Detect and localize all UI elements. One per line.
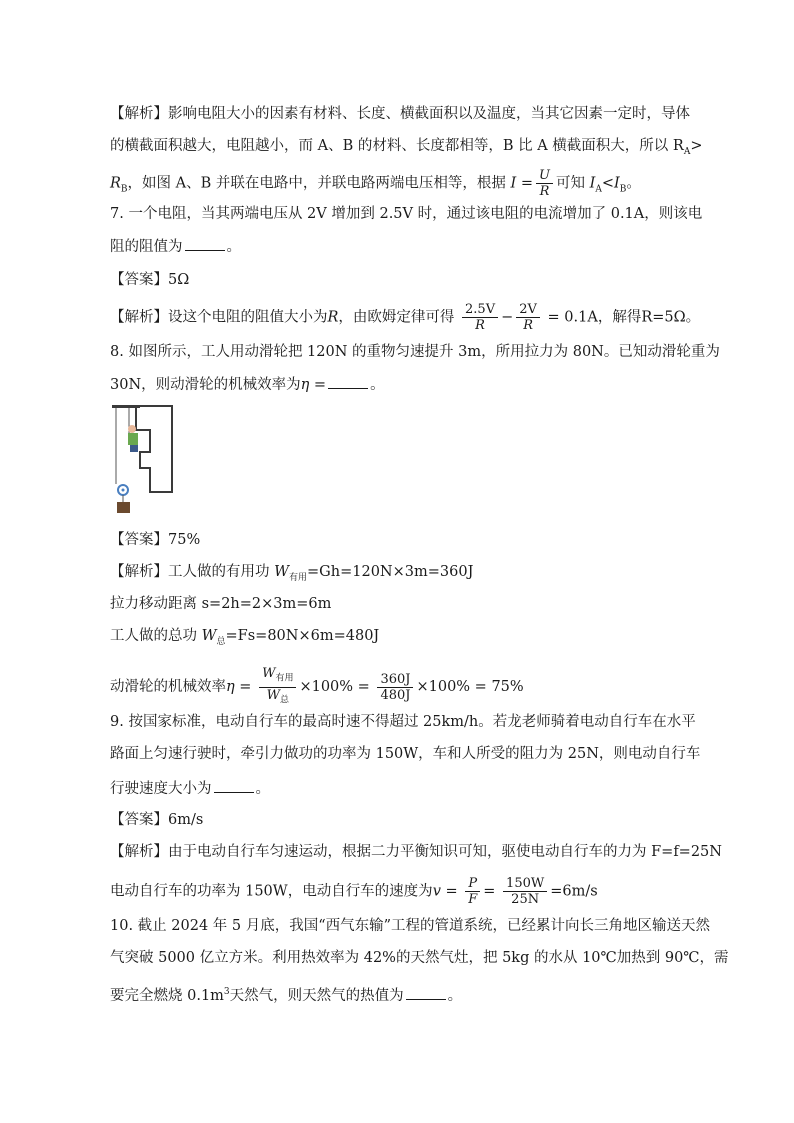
- analysis-6-line-3: [110, 168, 641, 199]
- denominator: 480J: [380, 687, 411, 703]
- fraction-w-useful-over-w-total: [259, 666, 296, 708]
- question-text: 阻的阻值为: [110, 239, 183, 255]
- answer-blank: [185, 236, 225, 251]
- platform-frame: [136, 406, 172, 492]
- subscript: 总: [279, 695, 289, 706]
- fraction-2v-over-r: [516, 302, 540, 333]
- answer-blank: [328, 374, 368, 389]
- equation: =Gh=120N×3m=360J: [307, 564, 474, 580]
- numerator: 2V: [516, 302, 540, 318]
- denominator: 25N: [511, 892, 540, 907]
- analysis-text: 动滑轮的机械效率: [110, 679, 226, 696]
- question-7-line-1: [110, 204, 702, 224]
- symbol-eta: η =: [226, 679, 252, 696]
- fraction-150w-over-25n: [503, 876, 547, 907]
- analysis-text: ，如图 A、B 并联在电路中，并联电路两端电压相等，根据: [127, 175, 506, 192]
- question-8-analysis-2: [110, 594, 331, 614]
- symbol-i: I: [589, 175, 596, 192]
- question-text: 行驶速度大小为: [110, 781, 212, 797]
- symbol-r: R: [327, 309, 339, 326]
- analysis-text: 的横截面积越大，电阻越小，而 A、B 的材料、长度都相等，B 比 A 横截面积大，所以 R: [110, 138, 684, 154]
- pulley-axle: [122, 489, 125, 492]
- fraction-360-over-480: [377, 672, 413, 703]
- analysis-tag: 【解析】: [110, 309, 168, 326]
- question-9-analysis-2: [110, 876, 598, 907]
- numerator: 150W: [503, 876, 547, 892]
- question-text: 10. 截止 2024 年 5 月底，我国“西气东输”工程的管道系统，已经累计向长三角地区输送天然: [110, 918, 711, 934]
- fraction-u-over-r: [536, 168, 553, 199]
- question-9-analysis-1: [110, 842, 722, 862]
- subscript: A: [683, 146, 691, 157]
- punctuation: 。: [447, 987, 463, 1004]
- question-9-line-3: [110, 778, 270, 799]
- answer-blank: [214, 778, 254, 793]
- analysis-text: ，由欧姆定律可得: [338, 309, 455, 326]
- subscript: 有用: [289, 572, 308, 583]
- answer-value: 75%: [168, 532, 201, 548]
- question-10-line-3: [110, 982, 462, 1006]
- question-8-line-1: [110, 342, 720, 362]
- question-9-answer: [110, 810, 203, 830]
- punctuation: 。: [255, 781, 270, 797]
- denominator: R: [475, 318, 485, 333]
- question-text: 要完全燃烧 0.1m: [110, 987, 224, 1004]
- answer-value: 6m/s: [168, 812, 204, 828]
- denominator: R: [523, 318, 533, 333]
- fraction-2-5v-over-r: [462, 302, 498, 333]
- equation: ×100% =: [299, 679, 370, 696]
- symbol-w: W: [274, 564, 290, 580]
- fraction-p-over-f: [465, 876, 480, 907]
- question-9-line-1: [110, 712, 696, 732]
- question-10-line-2: [110, 948, 729, 968]
- symbol-i: I: [613, 175, 620, 192]
- equation: 拉力移动距离 s=2h=2×3m=6m: [110, 596, 332, 612]
- question-8-answer: [110, 530, 200, 550]
- question-7-line-2: [110, 236, 241, 257]
- numerator: 360J: [377, 672, 413, 688]
- question-10-line-1: [110, 916, 710, 936]
- analysis-tag: 【解析】: [110, 106, 168, 122]
- symbol-w: W: [201, 628, 217, 644]
- superscript: 3: [223, 987, 230, 997]
- weight-block: [117, 502, 130, 513]
- question-8-analysis-1: [110, 562, 473, 588]
- punctuation: 。: [226, 239, 241, 255]
- analysis-tag: 【解析】: [110, 844, 168, 860]
- analysis-tag: 【解析】: [110, 564, 168, 580]
- analysis-text: 影响电阻大小的因素有材料、长度、横截面积以及温度，当其它因素一定时，导体: [168, 106, 690, 122]
- subscript: B: [619, 184, 627, 195]
- symbol-r: R: [110, 175, 121, 192]
- comparison-sign: >: [690, 138, 703, 154]
- numerator: U: [536, 168, 553, 184]
- question-9-line-2: [110, 744, 700, 764]
- minus-sign: −: [501, 309, 514, 326]
- punctuation: 。: [626, 175, 641, 192]
- analysis-text: 由于电动自行车匀速运动，根据二力平衡知识可知，驱使电动自行车的力为 F=f=25N: [168, 844, 722, 860]
- analysis-text: 工人做的有用功: [168, 564, 270, 580]
- question-text: 7. 一个电阻，当其两端电压从 2V 增加到 2.5V 时，通过该电阻的电流增加了 0.1A，则该电: [110, 206, 703, 222]
- punctuation: 。: [370, 377, 385, 393]
- worker-legs: [130, 445, 138, 452]
- equation: ×100% = 75%: [416, 679, 524, 696]
- answer-tag: 【答案】: [110, 812, 168, 828]
- answer-tag: 【答案】: [110, 532, 168, 548]
- question-8-line-2: [110, 374, 385, 395]
- answer-blank: [406, 985, 446, 1000]
- analysis-text: 设这个电阻的阻值大小为: [168, 309, 328, 326]
- analysis-text: 可知: [555, 175, 585, 192]
- question-text: 路面上匀速行驶时，牵引力做功的功率为 150W，车和人所受的阻力为 25N，则电动自行车: [110, 746, 701, 762]
- denominator: F: [468, 892, 478, 907]
- question-text: 8. 如图所示，工人用动滑轮把 120N 的重物匀速提升 3m，所用拉力为 80N。已知动滑轮重为: [110, 344, 720, 360]
- subscript: 总: [216, 636, 226, 647]
- result: =6m/s: [550, 883, 598, 900]
- equals-sign: =: [483, 883, 496, 900]
- numerator: P: [465, 876, 480, 892]
- answer-value: 5Ω: [168, 272, 190, 288]
- comparison-sign: <: [601, 175, 614, 192]
- pulley-figure: [110, 402, 176, 516]
- result: R=5Ω。: [641, 309, 701, 326]
- equation: =Fs=80N×6m=480J: [225, 628, 380, 644]
- analysis-6-line-2: [110, 136, 702, 162]
- question-text: 9. 按国家标准，电动自行车的最高时速不得超过 25km/h。若龙老师骑着电动自行车在水平: [110, 714, 696, 730]
- formula-lhs: I =: [510, 175, 533, 192]
- equation-rest: = 0.1A，解得: [547, 309, 642, 326]
- analysis-6-line-1: [110, 104, 690, 124]
- subscript: B: [120, 184, 128, 195]
- worker-body: [128, 433, 138, 445]
- numerator: W: [262, 666, 276, 681]
- numerator: 2.5V: [462, 302, 498, 318]
- denominator: R: [539, 184, 550, 199]
- answer-tag: 【答案】: [110, 272, 168, 288]
- question-7-answer: [110, 270, 189, 290]
- subscript: A: [595, 184, 602, 195]
- subscript: 有用: [275, 673, 294, 684]
- symbol-v: v =: [432, 883, 458, 900]
- symbol-eta: η =: [300, 377, 327, 393]
- question-text: 气突破 5000 亿立方米。利用热效率为 42%的天然气灶，把 5kg 的水从 10℃加热到 90℃，需: [110, 950, 729, 966]
- question-8-analysis-3: [110, 626, 379, 652]
- question-8-analysis-4: [110, 666, 524, 708]
- question-7-analysis: [110, 302, 700, 333]
- analysis-text: 工人做的总功: [110, 628, 197, 644]
- denominator: W: [266, 687, 280, 703]
- worker-head: [128, 425, 136, 433]
- question-text: 30N，则动滑轮的机械效率为: [110, 377, 301, 393]
- analysis-text: 电动自行车的功率为 150W，电动自行车的速度为: [110, 883, 433, 900]
- question-text: 天然气，则天然气的热值为: [229, 987, 404, 1004]
